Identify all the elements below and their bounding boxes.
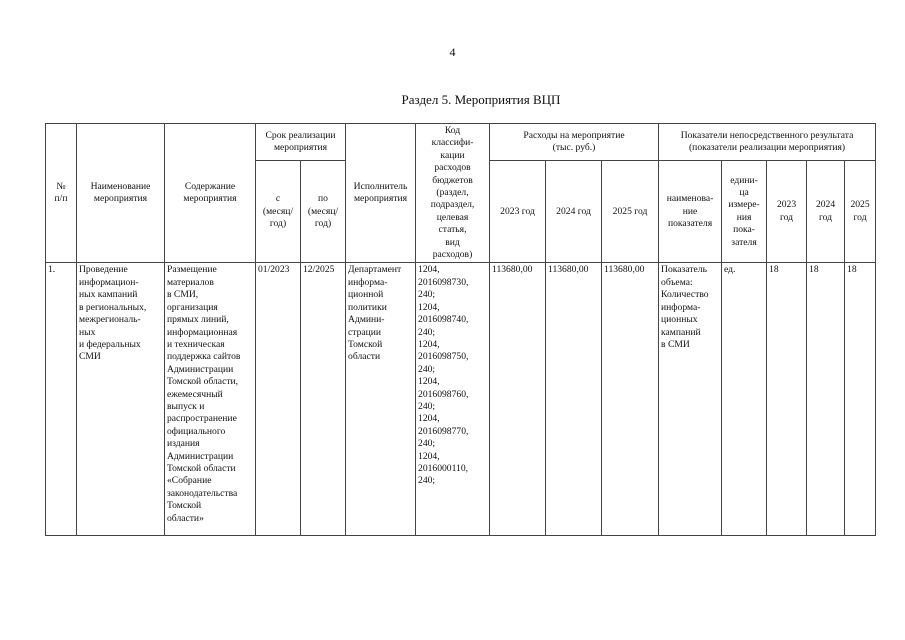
cell-indicator-name: Показатель объема: Количество информа- ционных кампаний в СМИ [659,263,722,536]
cell-content: Размещение материалов в СМИ, организация прямых линий, информационная и техническая поддержка сайтов Администрации Томской области, ежемесячный выпуск и распространение официального издания Администрации Томской области «Собрание законодательства Томской области» [165,263,256,536]
activities-table [45,123,876,536]
header-period: Срок реализации мероприятия [256,124,346,161]
page-number: 4 [449,45,456,59]
cell-expense-2025: 113680,00 [602,263,659,536]
cell-code: 1204, 2016098730, 240; 1204, 2016098740, 240; 1204, 2016098750, 240; 1204, 2016098760, 240; 1204, 2016098770, 240; 1204, 2016000110, 240; [416,263,490,536]
header-content: Содержание мероприятия [165,124,256,263]
header-indicator-2025: 2025 год [845,161,876,263]
header-indicator-unit: едини- ца измере- ния пока- зателя [722,161,767,263]
header-num: № п/п [46,124,77,263]
header-indicator-2024: 2024 год [807,161,845,263]
cell-executor: Департамент информа- ционной политики Админи- страции Томской области [346,263,416,536]
section-title: Раздел 5. Мероприятия ВЦП [401,92,561,107]
header-period-to: по (месяц/ год) [301,161,346,263]
cell-period-to: 12/2025 [301,263,346,536]
cell-period-from: 01/2023 [256,263,301,536]
cell-indicator-unit: ед. [722,263,767,536]
cell-indicator-2024: 18 [807,263,845,536]
header-indicator-2023: 2023 год [767,161,807,263]
cell-expense-2023: 113680,00 [490,263,546,536]
header-expenses: Расходы на мероприятие (тыс. руб.) [490,124,659,161]
cell-expense-2024: 113680,00 [546,263,602,536]
header-indicators: Показатели непосредственного результата (показатели реализации мероприятия) [659,124,876,161]
cell-indicator-2023: 18 [767,263,807,536]
header-row-1 [46,124,876,161]
header-executor: Исполнитель мероприятия [346,124,416,263]
table-row [46,263,876,536]
cell-num: 1. [46,263,77,536]
cell-indicator-2025: 18 [845,263,876,536]
header-period-from: с (месяц/ год) [256,161,301,263]
header-code: Код классифи- кации расходов бюджетов (раздел, подраздел, целевая статья, вид расходов) [416,124,490,263]
header-indicator-name: наименова- ние показателя [659,161,722,263]
header-expense-2023: 2023 год [490,161,546,263]
header-expense-2025: 2025 год [602,161,659,263]
cell-name: Проведение информацион- ных кампаний в региональных, межрегиональ- ных и федеральных СМИ [77,263,165,536]
header-expense-2024: 2024 год [546,161,602,263]
header-name: Наименование мероприятия [77,124,165,263]
